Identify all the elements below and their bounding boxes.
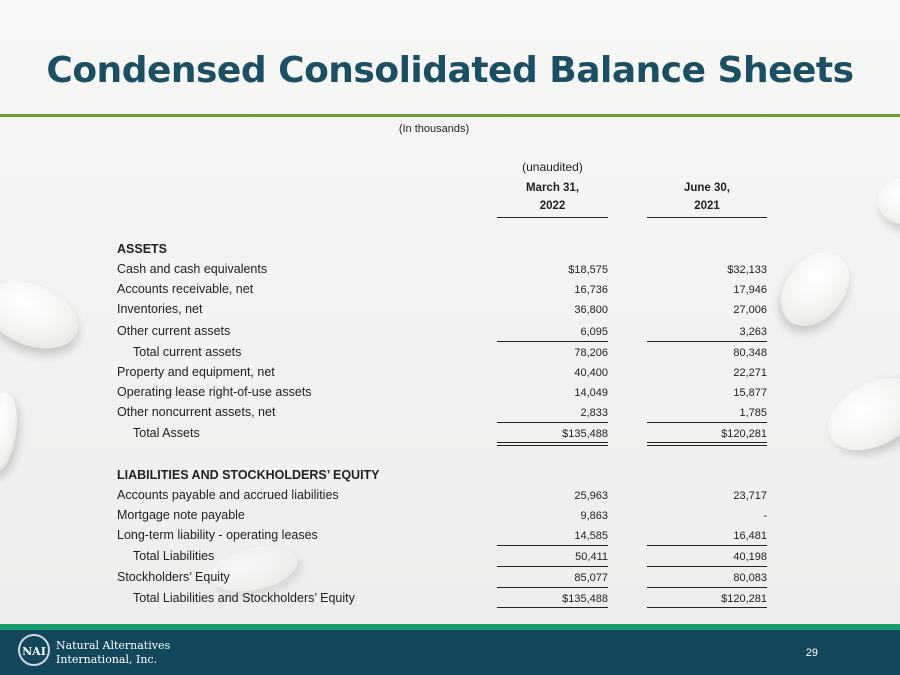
row-value-2022: $135,488 <box>562 593 608 605</box>
row-value-2022: 14,049 <box>574 387 608 399</box>
subtotal-rule-col1 <box>497 587 608 588</box>
subtotal-rule-col2 <box>647 341 767 342</box>
row-value-2021: $120,281 <box>721 593 767 605</box>
total-rule-col2 <box>647 607 767 608</box>
row-value-2022: 50,411 <box>575 551 608 563</box>
page-number: 29 <box>805 647 818 659</box>
row-value-2021: 80,083 <box>733 572 767 584</box>
row-label: Operating lease right-of-use assets <box>117 385 312 399</box>
subtotal-rule-col2 <box>647 422 767 423</box>
col1-header-line2: 2022 <box>539 200 566 212</box>
row-label: Property and equipment, net <box>117 365 275 379</box>
row-label: Accounts receivable, net <box>117 282 254 296</box>
row-value-2022: 16,736 <box>574 284 608 296</box>
row-label: LIABILITIES AND STOCKHOLDERS’ EQUITY <box>117 468 380 482</box>
row-value-2021: 23,717 <box>733 490 767 502</box>
total-rule-col1 <box>497 607 608 608</box>
row-label: Inventories, net <box>117 302 203 316</box>
col2-header-line1: June 30, <box>683 182 731 194</box>
subtotal-rule-col2 <box>647 566 767 567</box>
table-row <box>0 302 900 322</box>
row-value-2022: 2,833 <box>580 407 608 419</box>
row-label: Stockholders’ Equity <box>117 570 230 584</box>
row-value-2021: $120,281 <box>721 428 767 440</box>
row-value-2021: 40,198 <box>733 551 767 563</box>
row-label: Total current assets <box>133 345 242 359</box>
total-double-rule-col1 <box>497 442 608 443</box>
table-row <box>0 488 900 508</box>
row-label: Cash and cash equivalents <box>117 262 268 276</box>
row-label: Other noncurrent assets, net <box>117 405 276 419</box>
table-row <box>0 345 900 365</box>
table-row <box>0 385 900 405</box>
row-label: Accounts payable and accrued liabilities <box>117 488 339 502</box>
subtotal-rule-col2 <box>647 545 767 546</box>
table-row <box>0 282 900 302</box>
row-value-2022: 6,095 <box>580 326 608 338</box>
row-label: Total Assets <box>133 426 200 440</box>
row-value-2022: 14,585 <box>574 530 608 542</box>
row-label: Long-term liability - operating leases <box>117 528 318 542</box>
row-value-2022: $135,488 <box>562 428 608 440</box>
row-label: ASSETS <box>117 242 168 256</box>
company-name <box>56 639 170 667</box>
header-underline-col1 <box>497 217 608 218</box>
row-value-2021: 17,946 <box>733 284 767 296</box>
row-value-2021: 15,877 <box>733 387 767 399</box>
table-row <box>0 426 900 446</box>
row-value-2022: 78,206 <box>574 347 608 359</box>
company-logo: NAI <box>18 634 50 666</box>
col2-header-line2: 2021 <box>694 200 720 212</box>
subtotal-rule-col2 <box>647 587 767 588</box>
total-double-rule-col2 <box>647 445 767 446</box>
row-value-2021: 80,348 <box>733 347 767 359</box>
header-underline-col2 <box>647 217 767 218</box>
table-row <box>0 365 900 385</box>
row-value-2021: 27,006 <box>733 304 767 316</box>
company-name-line1: Natural Alternatives <box>56 639 171 652</box>
subtotal-rule-col1 <box>497 545 608 546</box>
subtotal-rule-col1 <box>497 341 608 342</box>
subtotal-rule-col1 <box>497 422 608 423</box>
row-label: Other current assets <box>117 324 231 338</box>
row-value-2022: 9,863 <box>580 510 608 522</box>
row-label: Mortgage note payable <box>117 508 245 522</box>
row-label: Total Liabilities and Stockholders’ Equity <box>133 591 355 605</box>
unaudited-note: (unaudited) <box>522 160 583 174</box>
row-value-2022: $18,575 <box>568 264 608 276</box>
row-value-2021: 1,785 <box>739 407 767 419</box>
page-title: Condensed Consolidated Balance Sheets <box>46 50 854 91</box>
total-double-rule-col2 <box>647 442 767 443</box>
row-value-2022: 25,963 <box>574 490 608 502</box>
row-label: Total Liabilities <box>133 549 215 563</box>
table-row <box>0 242 900 262</box>
units-note: (In thousands) <box>398 123 470 135</box>
col1-header-line1: March 31, <box>525 182 580 194</box>
row-value-2021: 22,271 <box>733 367 767 379</box>
title-rule <box>0 114 900 117</box>
row-value-2021: - <box>763 510 767 522</box>
total-double-rule-col1 <box>497 445 608 446</box>
table-row <box>0 591 900 611</box>
row-value-2022: 40,400 <box>574 367 608 379</box>
table-row <box>0 468 900 488</box>
row-value-2021: 16,481 <box>733 530 767 542</box>
row-value-2022: 36,800 <box>574 304 608 316</box>
row-value-2022: 85,077 <box>574 572 608 584</box>
subtotal-rule-col1 <box>497 566 608 567</box>
company-name-line2: International, Inc. <box>56 653 158 666</box>
table-row <box>0 508 900 528</box>
row-value-2021: 3,263 <box>739 326 767 338</box>
row-value-2021: $32,133 <box>727 264 767 276</box>
table-row <box>0 262 900 282</box>
